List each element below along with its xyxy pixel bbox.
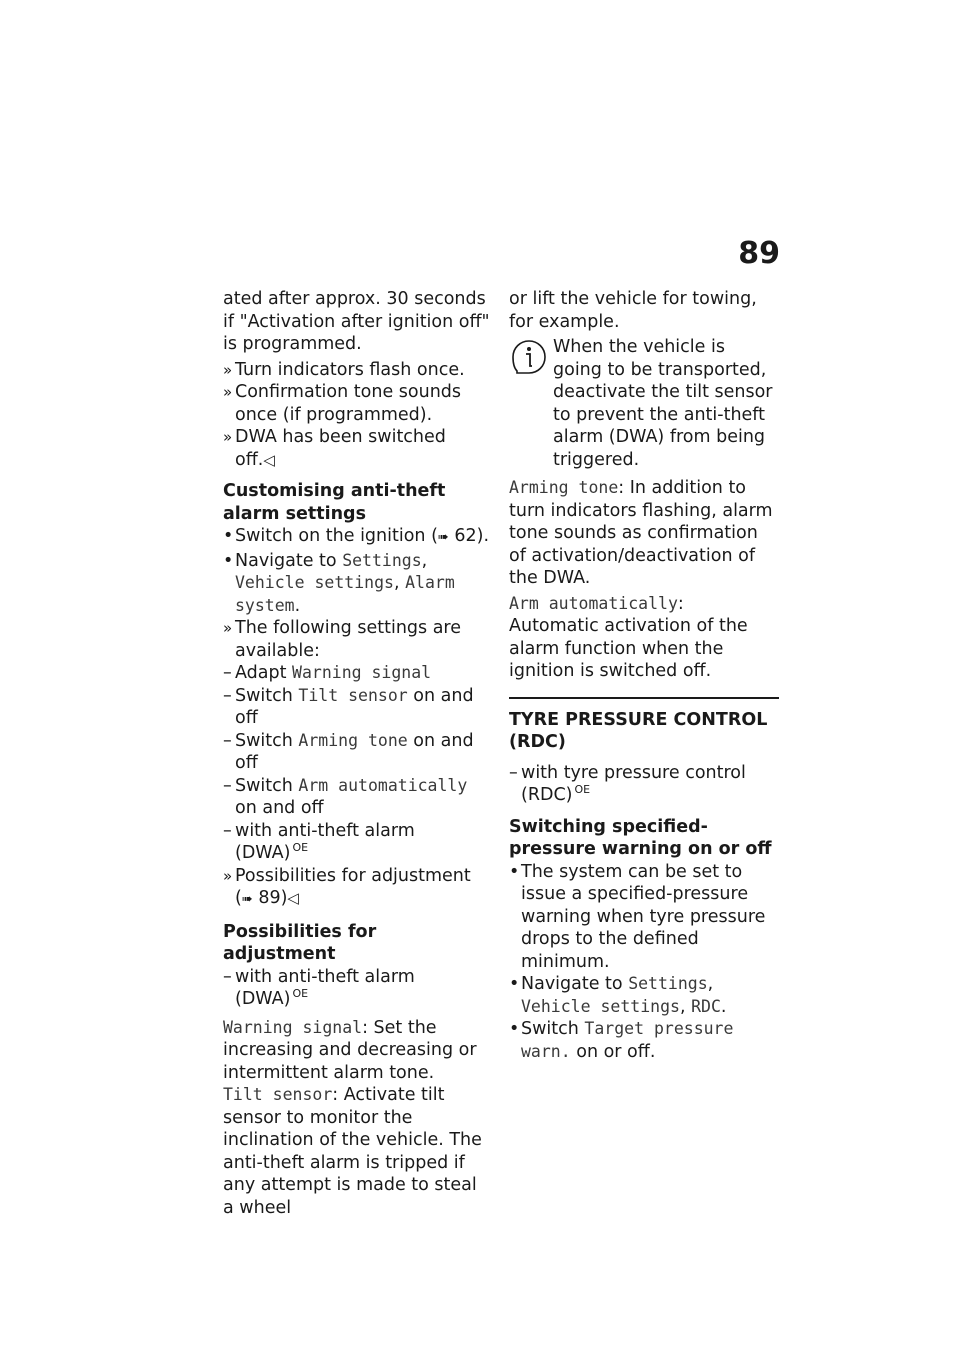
step-item: • Navigate to Settings, Vehicle settings, RDC. (509, 974, 727, 1017)
result-item: » Confirmation tone sounds once (if programmed). (223, 382, 462, 425)
right-column (509, 288, 779, 1063)
equipment-note: – with tyre pressure control (RDC) $^{OE}$ (509, 762, 746, 805)
bullet-icon: • (509, 974, 520, 994)
end-triangle-icon: ◁ (287, 889, 299, 907)
tilt-sensor-continued: or lift the vehicle for towing, for example. (509, 289, 757, 332)
arming-tone-description: Arming tone: In addition to turn indicators flashing, alarm tone sounds as confirmation of activation/deactivation of the DWA. (509, 478, 773, 588)
warning-signal-description: Warning signal: Set the increasing and decreasing or intermittent alarm tone. (223, 1017, 477, 1083)
dash-icon: – (223, 775, 232, 796)
equipment-note: – with anti-theft alarm (DWA) $^{OE}$ (223, 966, 415, 1009)
page-number: 89 (738, 236, 780, 271)
arm-automatically-description: Arm automatically: Automatic activation of the alarm function when the ignition is switched off. (509, 593, 748, 681)
step-item: • Navigate to Settings, Vehicle settings, Alarm system. (223, 550, 455, 616)
result-item: » The following settings are available: (223, 618, 461, 661)
dash-icon: – (223, 966, 232, 987)
bullet-icon: • (509, 861, 520, 882)
result-item: » DWA has been switched off.◁ (223, 427, 446, 470)
double-chevron-icon: » (223, 428, 233, 446)
double-chevron-icon: » (223, 383, 233, 401)
equipment-note: – with anti-theft alarm (DWA) $^{OE}$ (223, 820, 415, 863)
left-column (223, 288, 491, 1222)
page-reference-icon: ➠ (241, 892, 253, 907)
option-item: – Adapt Warning signal (223, 663, 432, 683)
bullet-icon: • (223, 550, 234, 571)
dash-icon: – (223, 820, 232, 841)
intro-text: ated after approx. 30 seconds if "Activation after ignition off" is programmed. (223, 289, 490, 354)
option-item: – Switch Arming tone on and off (223, 730, 474, 773)
step-item: • The system can be set to issue a specified-pressure warning when tyre pressure drops to the defined minimum. (509, 861, 766, 972)
step-item: • Switch Target pressure warn. on or off. (509, 1019, 734, 1062)
option-item: – Switch Arm automatically on and off (223, 775, 468, 818)
dash-icon: – (223, 663, 232, 683)
heading-possibilities: Possibilities for adjustment (223, 921, 377, 964)
double-chevron-icon: » (223, 866, 233, 885)
bullet-icon: • (223, 526, 234, 546)
heading-customising: Customising anti-theft alarm settings (223, 481, 446, 524)
dash-icon: – (223, 730, 232, 751)
double-chevron-icon: » (223, 360, 233, 379)
info-icon (509, 338, 549, 378)
bullet-icon: • (509, 1019, 520, 1039)
heading-rdc: TYRE PRESSURE CONTROL (RDC) (509, 697, 779, 754)
dash-icon: – (509, 762, 518, 783)
info-note: When the vehicle is going to be transported, deactivate the tilt sensor to prevent the anti-theft alarm (DWA) from being triggered. (509, 336, 779, 471)
end-triangle-icon: ◁ (263, 450, 275, 469)
option-item: – Switch Tilt sensor on and off (223, 685, 474, 728)
result-item: » Turn indicators flash once. (223, 359, 465, 380)
dash-icon: – (223, 685, 232, 706)
page-reference-icon: ➠ (437, 530, 449, 545)
double-chevron-icon: » (223, 619, 233, 637)
result-item: » Possibilities for adjustment (➠ 89)◁ (223, 865, 471, 908)
step-item: • Switch on the ignition (➠ 62). (223, 526, 490, 546)
tilt-sensor-description: Tilt sensor: Activate tilt sensor to monitor the inclination of the vehicle. The anti-theft alarm is tripped if any attempt is made to steal a wheel (223, 1085, 482, 1218)
heading-switching-warning: Switching specified-pressure warning on or off (509, 816, 772, 859)
